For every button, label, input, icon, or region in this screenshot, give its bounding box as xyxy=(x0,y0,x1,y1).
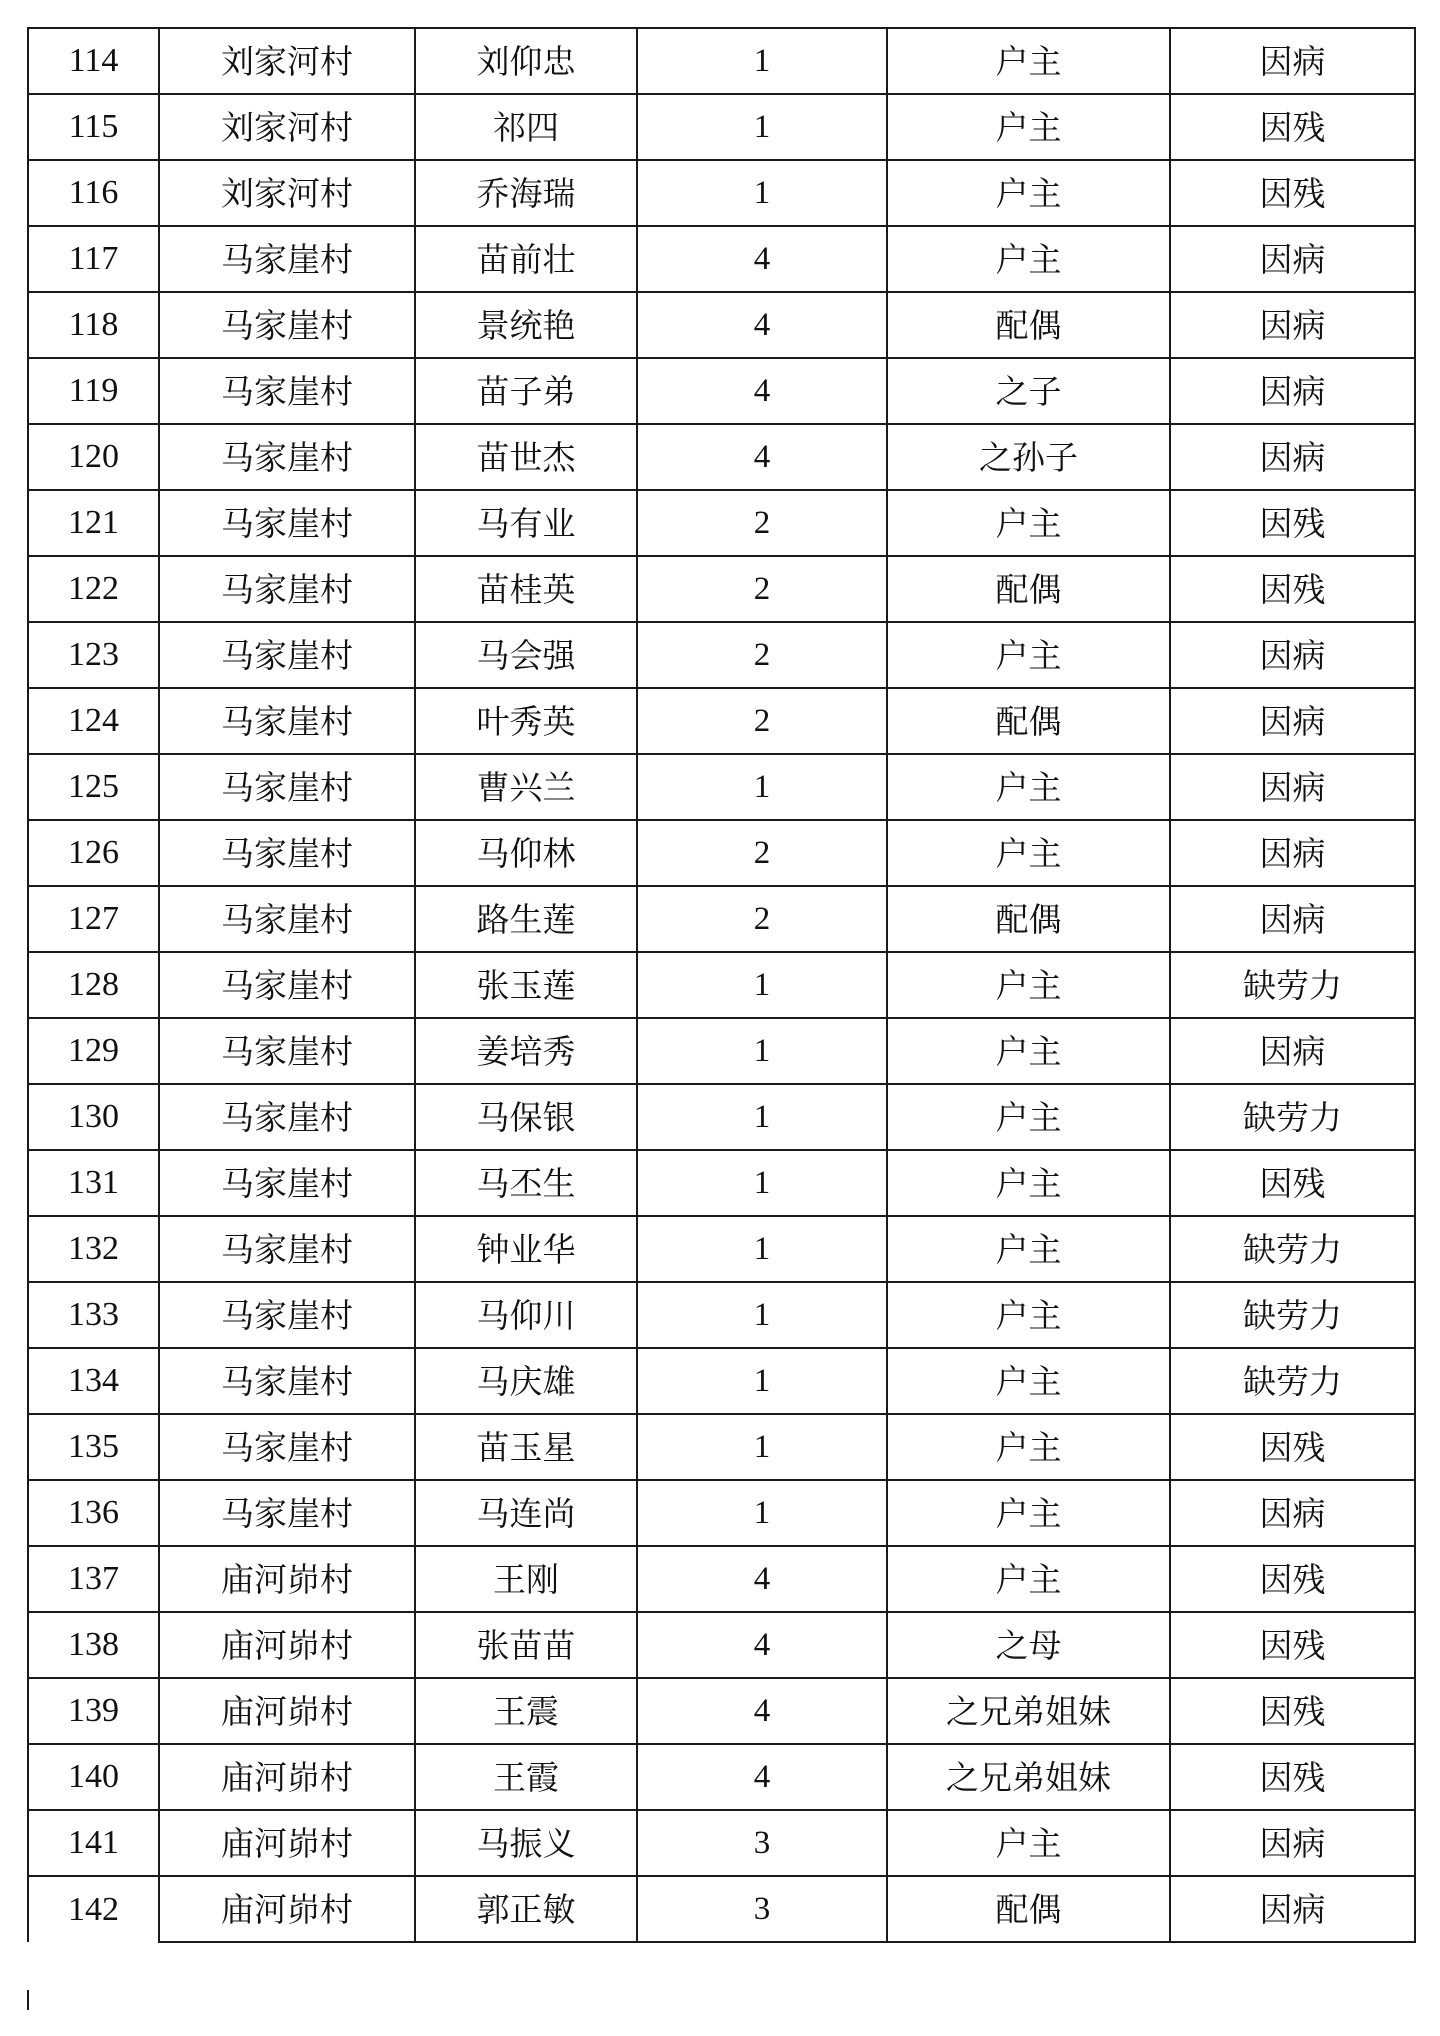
household-size-cell: 1 xyxy=(637,1348,887,1414)
village-cell: 刘家河村 xyxy=(159,160,415,226)
relation-cell: 之子 xyxy=(887,358,1170,424)
table-row xyxy=(28,358,1415,424)
person-name-cell: 郭正敏 xyxy=(415,1876,637,1942)
village-cell: 庙河峁村 xyxy=(159,1744,415,1810)
person-name-cell: 路生莲 xyxy=(415,886,637,952)
row-number-cell: 118 xyxy=(28,292,159,358)
person-name-cell: 乔海瑞 xyxy=(415,160,637,226)
household-size-cell: 2 xyxy=(637,490,887,556)
poverty-reason-cell: 缺劳力 xyxy=(1170,1282,1415,1348)
person-name-cell: 王霞 xyxy=(415,1744,637,1810)
poverty-reason-cell: 因残 xyxy=(1170,1414,1415,1480)
relation-cell: 户主 xyxy=(887,226,1170,292)
village-cell: 马家崖村 xyxy=(159,1084,415,1150)
table-row xyxy=(28,226,1415,292)
household-size-cell: 2 xyxy=(637,622,887,688)
person-name-cell: 苗前壮 xyxy=(415,226,637,292)
person-name-cell: 张苗苗 xyxy=(415,1612,637,1678)
table-row xyxy=(28,688,1415,754)
poverty-reason-cell: 因病 xyxy=(1170,226,1415,292)
table-row xyxy=(28,1282,1415,1348)
household-size-cell: 3 xyxy=(637,1876,887,1942)
relation-cell: 配偶 xyxy=(887,688,1170,754)
table-row xyxy=(28,94,1415,160)
relation-cell: 户主 xyxy=(887,94,1170,160)
table-row xyxy=(28,424,1415,490)
relation-cell: 户主 xyxy=(887,1216,1170,1282)
relation-cell: 户主 xyxy=(887,1282,1170,1348)
household-size-cell: 4 xyxy=(637,358,887,424)
person-name-cell: 苗子弟 xyxy=(415,358,637,424)
village-cell: 马家崖村 xyxy=(159,754,415,820)
relation-cell: 户主 xyxy=(887,1480,1170,1546)
household-size-cell: 1 xyxy=(637,952,887,1018)
village-cell: 马家崖村 xyxy=(159,1150,415,1216)
poverty-reason-cell: 因病 xyxy=(1170,622,1415,688)
village-cell: 马家崖村 xyxy=(159,424,415,490)
relation-cell: 配偶 xyxy=(887,292,1170,358)
village-cell: 马家崖村 xyxy=(159,292,415,358)
poverty-reason-cell: 因病 xyxy=(1170,688,1415,754)
person-name-cell: 钟业华 xyxy=(415,1216,637,1282)
table-row xyxy=(28,1612,1415,1678)
person-name-cell: 马仰川 xyxy=(415,1282,637,1348)
village-cell: 马家崖村 xyxy=(159,1414,415,1480)
row-number-cell: 136 xyxy=(28,1480,159,1546)
village-cell: 马家崖村 xyxy=(159,886,415,952)
poverty-reason-cell: 因残 xyxy=(1170,556,1415,622)
table-row xyxy=(28,1876,1415,1942)
table-row xyxy=(28,1348,1415,1414)
poverty-reason-cell: 因病 xyxy=(1170,292,1415,358)
village-cell: 马家崖村 xyxy=(159,622,415,688)
household-size-cell: 4 xyxy=(637,226,887,292)
relation-cell: 户主 xyxy=(887,952,1170,1018)
village-cell: 马家崖村 xyxy=(159,556,415,622)
household-size-cell: 4 xyxy=(637,1744,887,1810)
table-row xyxy=(28,1084,1415,1150)
person-name-cell: 叶秀英 xyxy=(415,688,637,754)
village-cell: 马家崖村 xyxy=(159,358,415,424)
table-row xyxy=(28,556,1415,622)
row-number-cell: 119 xyxy=(28,358,159,424)
person-name-cell: 姜培秀 xyxy=(415,1018,637,1084)
table-row xyxy=(28,754,1415,820)
village-cell: 马家崖村 xyxy=(159,1216,415,1282)
row-number-cell: 138 xyxy=(28,1612,159,1678)
relation-cell: 户主 xyxy=(887,28,1170,94)
person-name-cell: 马振义 xyxy=(415,1810,637,1876)
relation-cell: 之兄弟姐妹 xyxy=(887,1678,1170,1744)
row-number-cell: 140 xyxy=(28,1744,159,1810)
table-row xyxy=(28,160,1415,226)
household-size-cell: 4 xyxy=(637,1546,887,1612)
village-cell: 马家崖村 xyxy=(159,688,415,754)
village-cell: 刘家河村 xyxy=(159,94,415,160)
person-name-cell: 马连尚 xyxy=(415,1480,637,1546)
row-number-cell: 120 xyxy=(28,424,159,490)
person-name-cell: 马有业 xyxy=(415,490,637,556)
household-size-cell: 4 xyxy=(637,424,887,490)
relation-cell: 户主 xyxy=(887,1018,1170,1084)
poverty-reason-cell: 因病 xyxy=(1170,1810,1415,1876)
poverty-reason-cell: 缺劳力 xyxy=(1170,1348,1415,1414)
village-cell: 刘家河村 xyxy=(159,28,415,94)
row-number-cell: 134 xyxy=(28,1348,159,1414)
household-size-cell: 1 xyxy=(637,1018,887,1084)
relation-cell: 配偶 xyxy=(887,556,1170,622)
person-name-cell: 马庆雄 xyxy=(415,1348,637,1414)
poverty-reason-cell: 因残 xyxy=(1170,94,1415,160)
poverty-reason-cell: 因病 xyxy=(1170,358,1415,424)
relation-cell: 户主 xyxy=(887,1084,1170,1150)
household-size-cell: 1 xyxy=(637,160,887,226)
relation-cell: 户主 xyxy=(887,754,1170,820)
row-number-cell: 128 xyxy=(28,952,159,1018)
household-size-cell: 2 xyxy=(637,688,887,754)
relation-cell: 户主 xyxy=(887,1414,1170,1480)
village-cell: 庙河峁村 xyxy=(159,1546,415,1612)
row-number-cell: 115 xyxy=(28,94,159,160)
row-number-cell: 132 xyxy=(28,1216,159,1282)
relation-cell: 户主 xyxy=(887,1546,1170,1612)
person-name-cell: 王震 xyxy=(415,1678,637,1744)
person-name-cell: 祁四 xyxy=(415,94,637,160)
table-row xyxy=(28,952,1415,1018)
household-size-cell: 1 xyxy=(637,28,887,94)
poverty-reason-cell: 因残 xyxy=(1170,160,1415,226)
village-cell: 马家崖村 xyxy=(159,1480,415,1546)
row-number-cell: 124 xyxy=(28,688,159,754)
poverty-reason-cell: 因残 xyxy=(1170,1546,1415,1612)
relation-cell: 之兄弟姐妹 xyxy=(887,1744,1170,1810)
household-size-cell: 4 xyxy=(637,292,887,358)
row-number-cell: 126 xyxy=(28,820,159,886)
person-name-cell: 马会强 xyxy=(415,622,637,688)
table-row xyxy=(28,1480,1415,1546)
table-row xyxy=(28,1678,1415,1744)
village-cell: 马家崖村 xyxy=(159,1282,415,1348)
household-size-cell: 1 xyxy=(637,754,887,820)
poverty-reason-cell: 因病 xyxy=(1170,754,1415,820)
person-name-cell: 曹兴兰 xyxy=(415,754,637,820)
table-row xyxy=(28,490,1415,556)
row-number-cell: 117 xyxy=(28,226,159,292)
person-name-cell: 张玉莲 xyxy=(415,952,637,1018)
person-name-cell: 苗桂英 xyxy=(415,556,637,622)
table-body xyxy=(28,28,1415,1942)
row-number-cell: 116 xyxy=(28,160,159,226)
household-size-cell: 1 xyxy=(637,1282,887,1348)
household-size-cell: 4 xyxy=(637,1612,887,1678)
table-row xyxy=(28,1018,1415,1084)
table-row xyxy=(28,292,1415,358)
relation-cell: 之母 xyxy=(887,1612,1170,1678)
relation-cell: 配偶 xyxy=(887,886,1170,952)
person-name-cell: 马丕生 xyxy=(415,1150,637,1216)
person-name-cell: 苗世杰 xyxy=(415,424,637,490)
relation-cell: 户主 xyxy=(887,490,1170,556)
table-row xyxy=(28,622,1415,688)
poverty-reason-cell: 因残 xyxy=(1170,490,1415,556)
table-edge-line xyxy=(27,1990,29,2010)
table-row xyxy=(28,1414,1415,1480)
household-size-cell: 2 xyxy=(637,820,887,886)
village-cell: 马家崖村 xyxy=(159,1348,415,1414)
village-cell: 庙河峁村 xyxy=(159,1876,415,1942)
poverty-reason-cell: 因病 xyxy=(1170,1480,1415,1546)
relation-cell: 户主 xyxy=(887,1348,1170,1414)
village-cell: 马家崖村 xyxy=(159,952,415,1018)
village-cell: 庙河峁村 xyxy=(159,1678,415,1744)
row-number-cell: 135 xyxy=(28,1414,159,1480)
household-size-cell: 2 xyxy=(637,886,887,952)
relation-cell: 户主 xyxy=(887,820,1170,886)
row-number-cell: 129 xyxy=(28,1018,159,1084)
village-cell: 马家崖村 xyxy=(159,1018,415,1084)
row-number-cell: 139 xyxy=(28,1678,159,1744)
table-row xyxy=(28,886,1415,952)
household-size-cell: 4 xyxy=(637,1678,887,1744)
person-name-cell: 马仰林 xyxy=(415,820,637,886)
row-number-cell: 121 xyxy=(28,490,159,556)
beneficiary-table xyxy=(27,27,1416,1943)
row-number-cell: 122 xyxy=(28,556,159,622)
poverty-reason-cell: 因残 xyxy=(1170,1744,1415,1810)
row-number-cell: 125 xyxy=(28,754,159,820)
poverty-reason-cell: 缺劳力 xyxy=(1170,952,1415,1018)
poverty-reason-cell: 缺劳力 xyxy=(1170,1084,1415,1150)
table-row xyxy=(28,1150,1415,1216)
person-name-cell: 景统艳 xyxy=(415,292,637,358)
relation-cell: 户主 xyxy=(887,1810,1170,1876)
row-number-cell: 130 xyxy=(28,1084,159,1150)
row-number-cell: 137 xyxy=(28,1546,159,1612)
household-size-cell: 1 xyxy=(637,94,887,160)
table-row xyxy=(28,1546,1415,1612)
row-number-cell: 142 xyxy=(28,1876,159,1942)
poverty-reason-cell: 因病 xyxy=(1170,1018,1415,1084)
household-size-cell: 1 xyxy=(637,1216,887,1282)
household-size-cell: 3 xyxy=(637,1810,887,1876)
table-row xyxy=(28,1216,1415,1282)
row-number-cell: 127 xyxy=(28,886,159,952)
poverty-reason-cell: 因病 xyxy=(1170,1876,1415,1942)
poverty-reason-cell: 因病 xyxy=(1170,28,1415,94)
table-row xyxy=(28,1810,1415,1876)
household-size-cell: 2 xyxy=(637,556,887,622)
row-number-cell: 131 xyxy=(28,1150,159,1216)
person-name-cell: 刘仰忠 xyxy=(415,28,637,94)
relation-cell: 户主 xyxy=(887,622,1170,688)
household-size-cell: 1 xyxy=(637,1084,887,1150)
poverty-reason-cell: 因残 xyxy=(1170,1612,1415,1678)
household-size-cell: 1 xyxy=(637,1414,887,1480)
row-number-cell: 133 xyxy=(28,1282,159,1348)
row-number-cell: 114 xyxy=(28,28,159,94)
table-row xyxy=(28,820,1415,886)
relation-cell: 配偶 xyxy=(887,1876,1170,1942)
village-cell: 马家崖村 xyxy=(159,490,415,556)
person-name-cell: 马保银 xyxy=(415,1084,637,1150)
village-cell: 马家崖村 xyxy=(159,226,415,292)
poverty-reason-cell: 因病 xyxy=(1170,424,1415,490)
poverty-reason-cell: 因残 xyxy=(1170,1678,1415,1744)
village-cell: 庙河峁村 xyxy=(159,1810,415,1876)
poverty-reason-cell: 因病 xyxy=(1170,886,1415,952)
relation-cell: 之孙子 xyxy=(887,424,1170,490)
village-cell: 庙河峁村 xyxy=(159,1612,415,1678)
table-row xyxy=(28,1744,1415,1810)
row-number-cell: 141 xyxy=(28,1810,159,1876)
poverty-reason-cell: 因病 xyxy=(1170,820,1415,886)
row-number-cell: 123 xyxy=(28,622,159,688)
village-cell: 马家崖村 xyxy=(159,820,415,886)
household-size-cell: 1 xyxy=(637,1480,887,1546)
relation-cell: 户主 xyxy=(887,160,1170,226)
table-row xyxy=(28,28,1415,94)
poverty-reason-cell: 因残 xyxy=(1170,1150,1415,1216)
person-name-cell: 王刚 xyxy=(415,1546,637,1612)
relation-cell: 户主 xyxy=(887,1150,1170,1216)
person-name-cell: 苗玉星 xyxy=(415,1414,637,1480)
poverty-reason-cell: 缺劳力 xyxy=(1170,1216,1415,1282)
household-size-cell: 1 xyxy=(637,1150,887,1216)
